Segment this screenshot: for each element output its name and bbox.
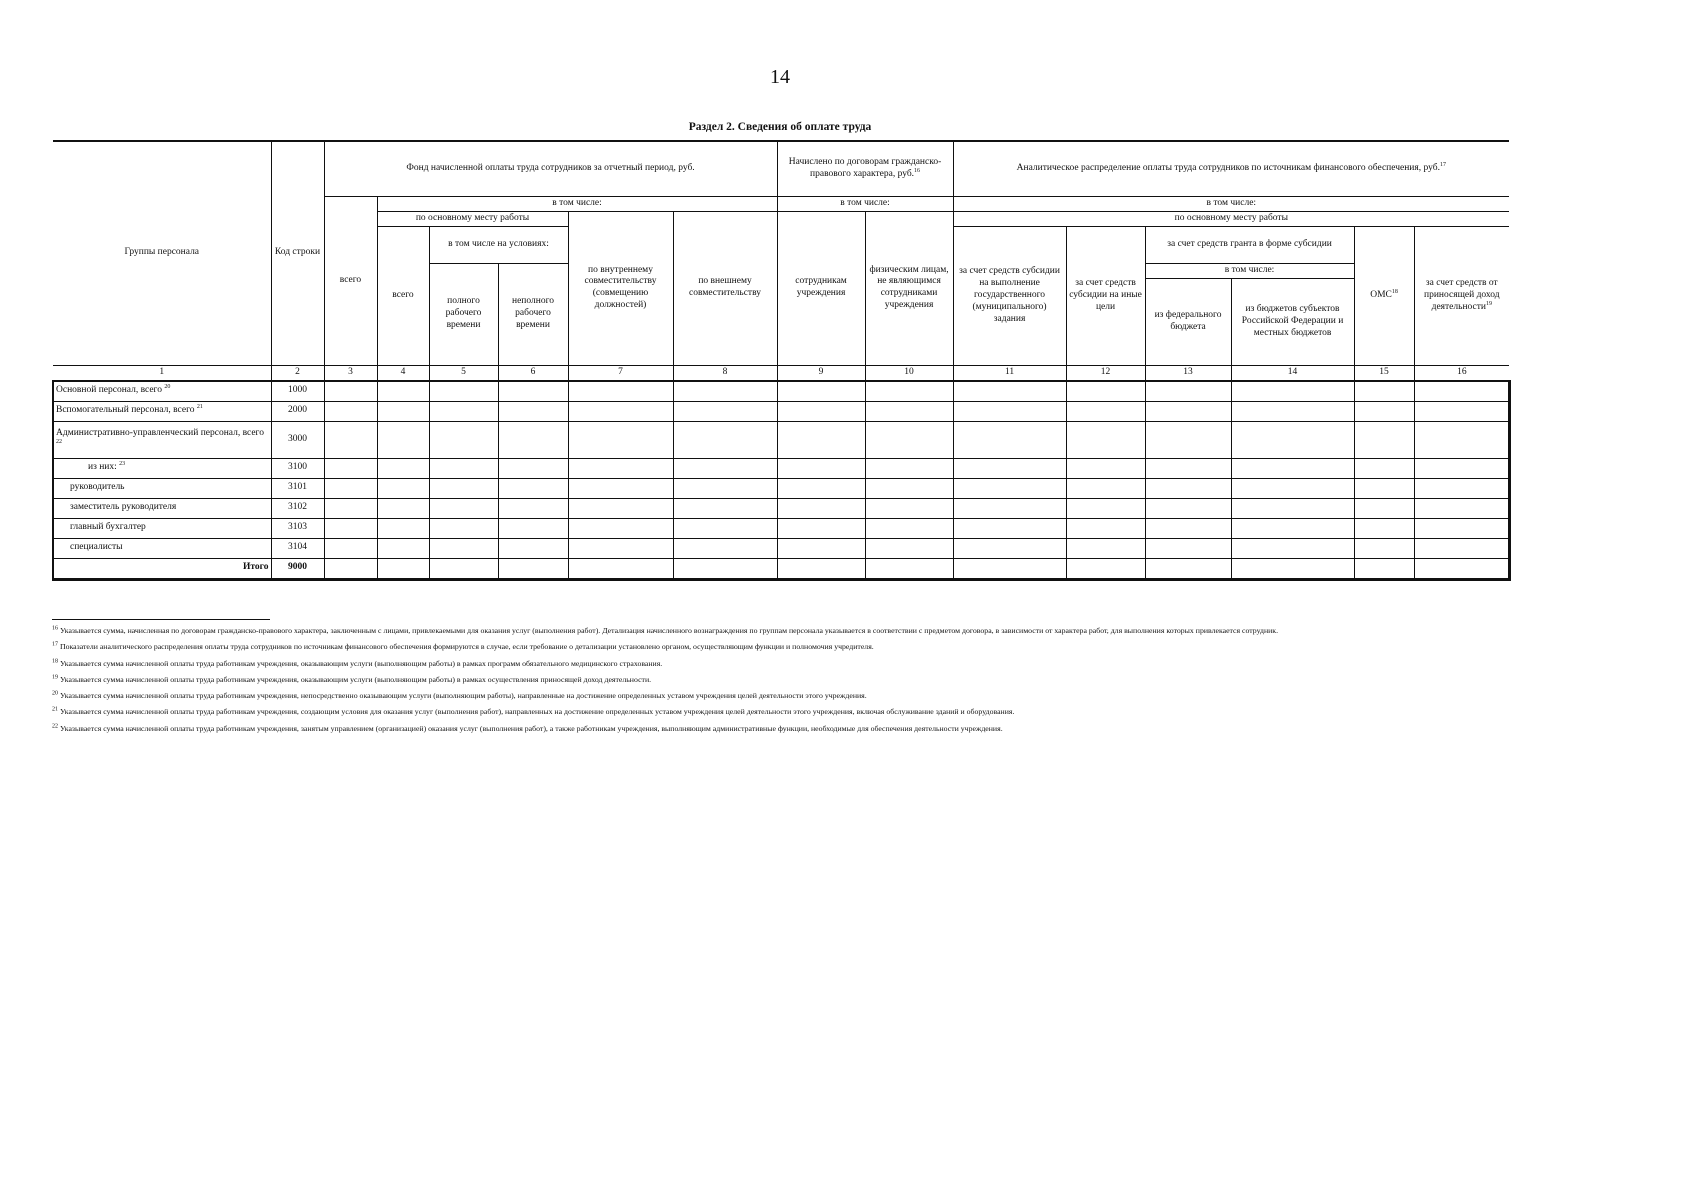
value-cell[interactable] — [324, 421, 377, 458]
payroll-table — [52, 140, 1511, 581]
row-label: Основной персонал, всего $^{20}$ — [53, 381, 271, 402]
col-num: 16 — [1414, 365, 1509, 380]
header-group: Группы персонала — [53, 141, 271, 365]
value-cell[interactable] — [1354, 498, 1414, 518]
value-cell[interactable] — [324, 478, 377, 498]
value-cell[interactable] — [865, 381, 953, 402]
value-cell[interactable] — [1414, 478, 1509, 498]
table-row — [53, 458, 1509, 478]
col-num: 6 — [498, 365, 568, 380]
value-cell[interactable] — [1145, 401, 1231, 421]
header-analytic-incl: в том числе: — [953, 197, 1509, 212]
row-label: главный бухгалтер — [53, 518, 271, 538]
value-cell[interactable] — [953, 558, 1066, 579]
value-cell[interactable] — [1231, 558, 1354, 579]
value-cell[interactable] — [777, 381, 865, 402]
header-fund-total: всего — [324, 197, 377, 366]
footnotes — [52, 625, 1452, 739]
value-cell[interactable] — [1354, 401, 1414, 421]
value-cell[interactable] — [377, 421, 429, 458]
value-cell[interactable] — [1354, 381, 1414, 402]
header-code: Код строки — [271, 141, 324, 365]
value-cell[interactable] — [777, 478, 865, 498]
value-cell[interactable] — [377, 538, 429, 558]
row-code: 3102 — [271, 498, 324, 518]
value-cell[interactable] — [324, 558, 377, 579]
value-cell[interactable] — [429, 478, 498, 498]
value-cell[interactable] — [324, 538, 377, 558]
value-cell[interactable] — [429, 421, 498, 458]
value-cell[interactable] — [1066, 458, 1145, 478]
header-income: за счет средств от приносящей доход деятельности$^{19}$ — [1414, 226, 1509, 365]
col-num: 9 — [777, 365, 865, 380]
value-cell[interactable] — [1354, 518, 1414, 538]
header-fund-incl: в том числе: — [377, 197, 777, 212]
footnote: $^{16}$ Указывается сумма, начисленная по договорам гражданско-правового характера, заключенным с лицами, привлекаемыми для оказания услуг (выполнения работ). Детализация начисленного вознаграждения по группам персонала указывается в соответствии с предметом договора, в зависимости от характера работ, для выполнения которых привлекается сотрудник. — [52, 625, 1279, 635]
value-cell[interactable] — [1231, 538, 1354, 558]
value-cell[interactable] — [377, 381, 429, 402]
value-cell[interactable] — [498, 478, 568, 498]
footnote: $^{22}$ Указывается сумма начисленной оплаты труда работникам учреждения, занятым управлением (организацией) оказания услуг (выполнения работ), а также работникам учреждения, выполняющим административные функции, необходимые для обеспечения деятельности учреждения. — [52, 723, 1003, 733]
value-cell[interactable] — [568, 401, 673, 421]
value-cell[interactable] — [498, 381, 568, 402]
row-label: заместитель руководителя — [53, 498, 271, 518]
value-cell[interactable] — [429, 538, 498, 558]
value-cell[interactable] — [953, 458, 1066, 478]
value-cell[interactable] — [1231, 518, 1354, 538]
row-label: специалисты — [53, 538, 271, 558]
header-incl-conditions: в том числе на условиях: — [429, 226, 568, 263]
row-code: 1000 — [271, 381, 324, 402]
value-cell[interactable] — [377, 478, 429, 498]
header-gph: Начислено по договорам гражданско-правового характера, руб.$^{16}$ — [777, 141, 953, 197]
value-cell[interactable] — [1231, 401, 1354, 421]
value-cell[interactable] — [953, 518, 1066, 538]
value-cell[interactable] — [953, 478, 1066, 498]
value-cell[interactable] — [1066, 518, 1145, 538]
value-cell[interactable] — [673, 518, 777, 538]
value-cell[interactable] — [1066, 538, 1145, 558]
value-cell[interactable] — [1066, 401, 1145, 421]
value-cell[interactable] — [498, 538, 568, 558]
value-cell[interactable] — [865, 538, 953, 558]
header-federal: из федерального бюджета — [1145, 278, 1231, 365]
header-subsidy-other: за счет средств субсидии на иные цели — [1066, 226, 1145, 365]
value-cell[interactable] — [673, 381, 777, 402]
value-cell[interactable] — [1145, 538, 1231, 558]
row-code: 3000 — [271, 421, 324, 458]
col-num: 1 — [53, 365, 271, 380]
value-cell[interactable] — [324, 498, 377, 518]
col-num: 10 — [865, 365, 953, 380]
value-cell[interactable] — [498, 421, 568, 458]
value-cell[interactable] — [1231, 478, 1354, 498]
value-cell[interactable] — [568, 478, 673, 498]
header-subsidy-state: за счет средств субсидии на выполнение государственного (муниципального) задания — [953, 226, 1066, 365]
col-num: 5 — [429, 365, 498, 380]
value-cell[interactable] — [1414, 421, 1509, 458]
table-row — [53, 401, 1509, 421]
value-cell[interactable] — [1354, 458, 1414, 478]
row-label: Административно-управленческий персонал, всего $^{22}$ — [53, 421, 271, 458]
row-label: руководитель — [53, 478, 271, 498]
value-cell[interactable] — [1145, 518, 1231, 538]
row-code: 3104 — [271, 538, 324, 558]
row-label: Вспомогательный персонал, всего $^{21}$ — [53, 401, 271, 421]
value-cell[interactable] — [865, 421, 953, 458]
value-cell[interactable] — [429, 401, 498, 421]
value-cell[interactable] — [673, 421, 777, 458]
header-gph-incl: в том числе: — [777, 197, 953, 212]
header-regional: из бюджетов субъектов Российской Федерации и местных бюджетов — [1231, 278, 1354, 365]
value-cell[interactable] — [1145, 381, 1231, 402]
value-cell[interactable] — [1414, 458, 1509, 478]
table-row — [53, 558, 1509, 579]
value-cell[interactable] — [1354, 558, 1414, 579]
value-cell[interactable] — [429, 518, 498, 538]
value-cell[interactable] — [1414, 381, 1509, 402]
value-cell[interactable] — [498, 498, 568, 518]
col-num: 2 — [271, 365, 324, 380]
value-cell[interactable] — [673, 498, 777, 518]
value-cell[interactable] — [377, 498, 429, 518]
value-cell[interactable] — [865, 478, 953, 498]
value-cell[interactable] — [324, 458, 377, 478]
col-num: 7 — [568, 365, 673, 380]
value-cell[interactable] — [865, 401, 953, 421]
header-employees: сотрудникам учреждения — [777, 211, 865, 365]
value-cell[interactable] — [953, 498, 1066, 518]
table-row — [53, 421, 1509, 458]
value-cell[interactable] — [777, 558, 865, 579]
table-row — [53, 498, 1509, 518]
value-cell[interactable] — [498, 458, 568, 478]
value-cell[interactable] — [1414, 558, 1509, 579]
value-cell[interactable] — [673, 458, 777, 478]
row-code: 3101 — [271, 478, 324, 498]
col-num: 14 — [1231, 365, 1354, 380]
value-cell[interactable] — [777, 538, 865, 558]
value-cell[interactable] — [568, 538, 673, 558]
value-cell[interactable] — [1414, 518, 1509, 538]
value-cell[interactable] — [1231, 458, 1354, 478]
value-cell[interactable] — [568, 558, 673, 579]
value-cell[interactable] — [777, 421, 865, 458]
header-external: по внешнему совместительству — [673, 211, 777, 365]
col-num: 12 — [1066, 365, 1145, 380]
value-cell[interactable] — [1414, 401, 1509, 421]
value-cell[interactable] — [1066, 558, 1145, 579]
value-cell[interactable] — [865, 498, 953, 518]
table-row — [53, 538, 1509, 558]
value-cell[interactable] — [1354, 421, 1414, 458]
header-main-place: по основному месту работы — [377, 211, 568, 226]
value-cell[interactable] — [777, 458, 865, 478]
value-cell[interactable] — [1414, 538, 1509, 558]
value-cell[interactable] — [1145, 421, 1231, 458]
value-cell[interactable] — [324, 518, 377, 538]
value-cell[interactable] — [865, 558, 953, 579]
value-cell[interactable] — [1231, 421, 1354, 458]
col-num: 8 — [673, 365, 777, 380]
value-cell[interactable] — [429, 558, 498, 579]
value-cell[interactable] — [953, 421, 1066, 458]
value-cell[interactable] — [1231, 381, 1354, 402]
header-full-time: полного рабочего времени — [429, 263, 498, 365]
value-cell[interactable] — [429, 498, 498, 518]
table-row — [53, 518, 1509, 538]
value-cell[interactable] — [429, 381, 498, 402]
value-cell[interactable] — [953, 381, 1066, 402]
value-cell[interactable] — [673, 478, 777, 498]
footnote: $^{18}$ Указывается сумма начисленной оплаты труда работникам учреждения, оказывающим услуги (выполняющим работы) в рамках программ обязательного медицинского страхования. — [52, 658, 663, 668]
value-cell[interactable] — [498, 518, 568, 538]
value-cell[interactable] — [568, 498, 673, 518]
header-grant: за счет средств гранта в форме субсидии — [1145, 226, 1354, 263]
value-cell[interactable] — [498, 558, 568, 579]
value-cell[interactable] — [1354, 538, 1414, 558]
header-fund: Фонд начисленной оплаты труда сотрудников за отчетный период, руб. — [324, 141, 777, 197]
value-cell[interactable] — [865, 458, 953, 478]
row-label: Итого — [53, 558, 271, 579]
header-part-time: неполного рабочего времени — [498, 263, 568, 365]
value-cell[interactable] — [1145, 478, 1231, 498]
header-internal: по внутреннему совместительству (совмещению должностей) — [568, 211, 673, 365]
value-cell[interactable] — [568, 458, 673, 478]
footnote: $^{19}$ Указывается сумма начисленной оплаты труда работникам учреждения, оказывающим услуги (выполняющим работы) в рамках осуществления приносящей доход деятельности. — [52, 674, 652, 684]
value-cell[interactable] — [1066, 421, 1145, 458]
col-num: 13 — [1145, 365, 1231, 380]
value-cell[interactable] — [324, 381, 377, 402]
row-code: 2000 — [271, 401, 324, 421]
value-cell[interactable] — [377, 401, 429, 421]
footnote: $^{20}$ Указывается сумма начисленной оплаты труда работникам учреждения, непосредственно оказывающим услуги (выполняющим работы), направленные на достижение определенных уставом учреждения целей деятельности этого учреждения. — [52, 690, 867, 701]
col-num: 4 — [377, 365, 429, 380]
value-cell[interactable] — [777, 401, 865, 421]
value-cell[interactable] — [1066, 498, 1145, 518]
value-cell[interactable] — [1145, 498, 1231, 518]
row-label: из них: $^{23}$ — [53, 458, 271, 478]
value-cell[interactable] — [377, 558, 429, 579]
value-cell[interactable] — [1066, 478, 1145, 498]
value-cell[interactable] — [429, 458, 498, 478]
table-row — [53, 478, 1509, 498]
header-analytic: Аналитическое распределение оплаты труда сотрудников по источникам финансового обеспечения, руб.$^{17}$ — [953, 141, 1509, 197]
row-code: 3100 — [271, 458, 324, 478]
footnote: $^{21}$ Указывается сумма начисленной оплаты труда работникам учреждения, создающим условия для оказания услуг (выполнения работ), направленных на достижение определенных уставом учреждения целей деятельности этого учреждения, включая обслуживание зданий и оборудования. — [52, 706, 1015, 717]
value-cell[interactable] — [1354, 478, 1414, 498]
header-individuals: физическим лицам, не являющимся сотрудниками учреждения — [865, 211, 953, 365]
value-cell[interactable] — [777, 498, 865, 518]
value-cell[interactable] — [1066, 381, 1145, 402]
value-cell[interactable] — [673, 558, 777, 579]
section-title: Раздел 2. Сведения об оплате труда — [688, 121, 872, 133]
footnote: $^{17}$ Показатели аналитического распределения оплаты труда сотрудников по источникам финансового обеспечения формируются в случае, если требование о детализации установлено органом, осуществляющим функции и полномочия учредителя. — [52, 641, 874, 652]
value-cell[interactable] — [377, 518, 429, 538]
table-row — [53, 381, 1509, 402]
header-main-total: всего — [377, 226, 429, 365]
col-num: 11 — [953, 365, 1066, 380]
value-cell[interactable] — [1231, 498, 1354, 518]
page-number: 14 — [770, 66, 790, 88]
value-cell[interactable] — [673, 538, 777, 558]
col-num: 3 — [324, 365, 377, 380]
value-cell[interactable] — [953, 538, 1066, 558]
value-cell[interactable] — [1145, 458, 1231, 478]
header-grant-incl: в том числе: — [1145, 263, 1354, 278]
header-analytic-main-place: по основному месту работы — [953, 211, 1509, 226]
footnote-rule — [52, 619, 270, 620]
value-cell[interactable] — [377, 458, 429, 478]
row-code: 9000 — [271, 558, 324, 579]
value-cell[interactable] — [498, 401, 568, 421]
value-cell[interactable] — [953, 401, 1066, 421]
value-cell[interactable] — [324, 401, 377, 421]
value-cell[interactable] — [777, 518, 865, 538]
value-cell[interactable] — [568, 381, 673, 402]
value-cell[interactable] — [1145, 558, 1231, 579]
header-oms: ОМС$^{18}$ — [1354, 226, 1414, 365]
col-num: 15 — [1354, 365, 1414, 380]
value-cell[interactable] — [865, 518, 953, 538]
row-code: 3103 — [271, 518, 324, 538]
value-cell[interactable] — [1414, 498, 1509, 518]
value-cell[interactable] — [673, 401, 777, 421]
value-cell[interactable] — [568, 421, 673, 458]
value-cell[interactable] — [568, 518, 673, 538]
